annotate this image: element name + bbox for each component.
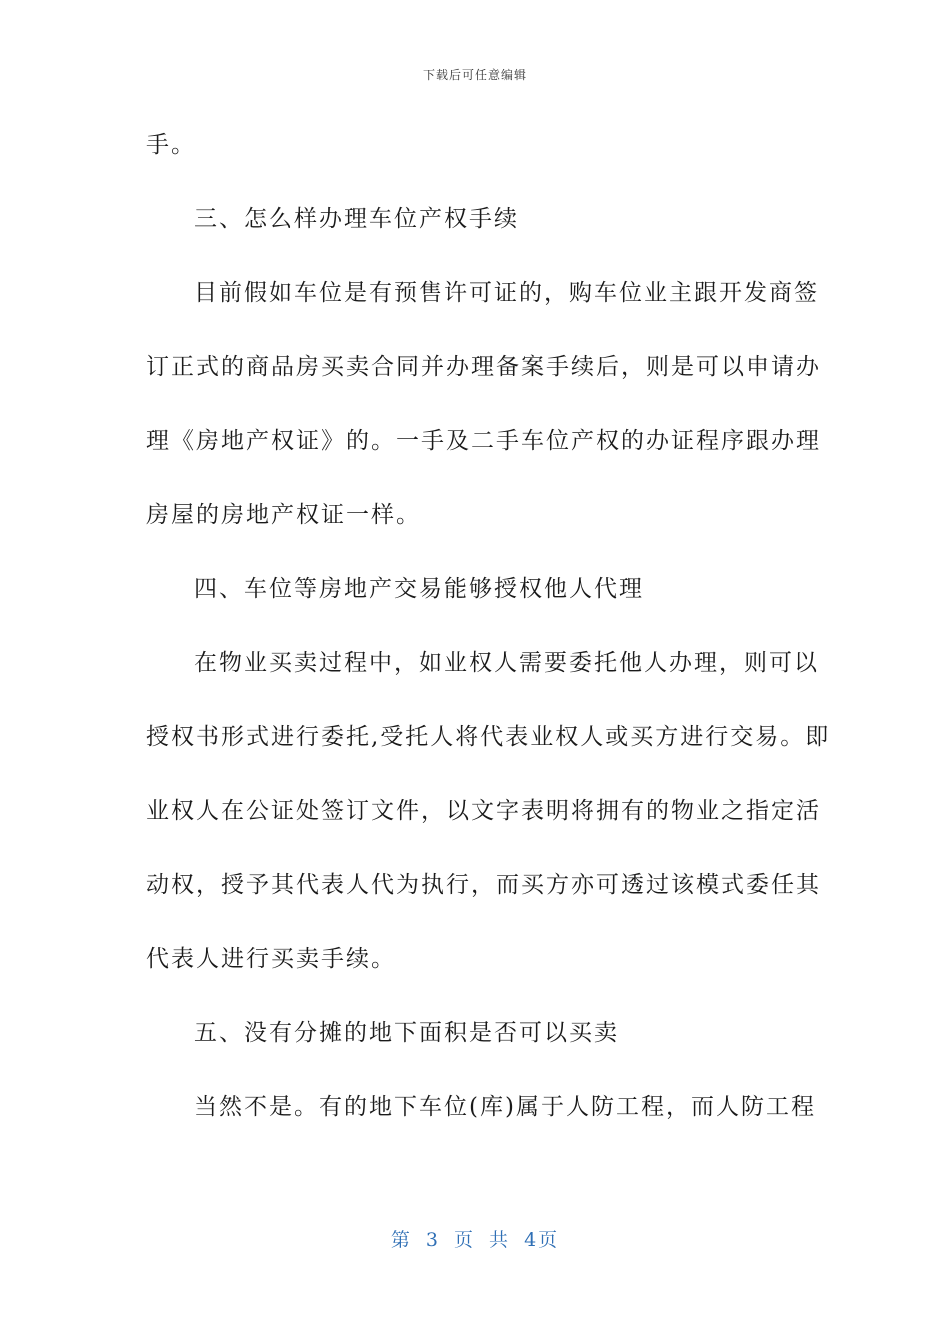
section-heading: 三、怎么样办理车位产权手续 — [194, 206, 519, 232]
page-header-note: 下载后可任意编辑 — [422, 68, 527, 82]
paragraph-line: 授权书形式进行委托,受托人将代表业权人或买方进行交易。即 — [146, 724, 831, 750]
section-heading: 四、车位等房地产交易能够授权他人代理 — [194, 576, 644, 602]
paragraph-line: 房屋的房地产权证一样。 — [146, 502, 421, 528]
paragraph-line: 目前假如车位是有预售许可证的，购车位业主跟开发商签 — [194, 280, 819, 306]
document-body — [146, 120, 831, 1156]
paragraph-line: 当然不是。有的地下车位(库)属于人防工程，而人防工程 — [194, 1094, 816, 1120]
section-heading: 五、没有分摊的地下面积是否可以买卖 — [194, 1020, 619, 1046]
paragraph-line: 业权人在公证处签订文件，以文字表明将拥有的物业之指定活 — [146, 798, 821, 824]
paragraph-line: 订正式的商品房买卖合同并办理备案手续后，则是可以申请办 — [146, 354, 821, 380]
page-number-footer: 第 3 页 共 4页 — [390, 1229, 560, 1251]
text-line: 手。 — [146, 132, 196, 158]
paragraph-line: 代表人进行买卖手续。 — [146, 946, 396, 972]
paragraph-line: 理《房地产权证》的。一手及二手车位产权的办证程序跟办理 — [146, 428, 821, 454]
paragraph-line: 动权，授予其代表人代为执行，而买方亦可透过该模式委任其 — [146, 872, 821, 898]
paragraph-line: 在物业买卖过程中，如业权人需要委托他人办理，则可以 — [194, 650, 819, 676]
